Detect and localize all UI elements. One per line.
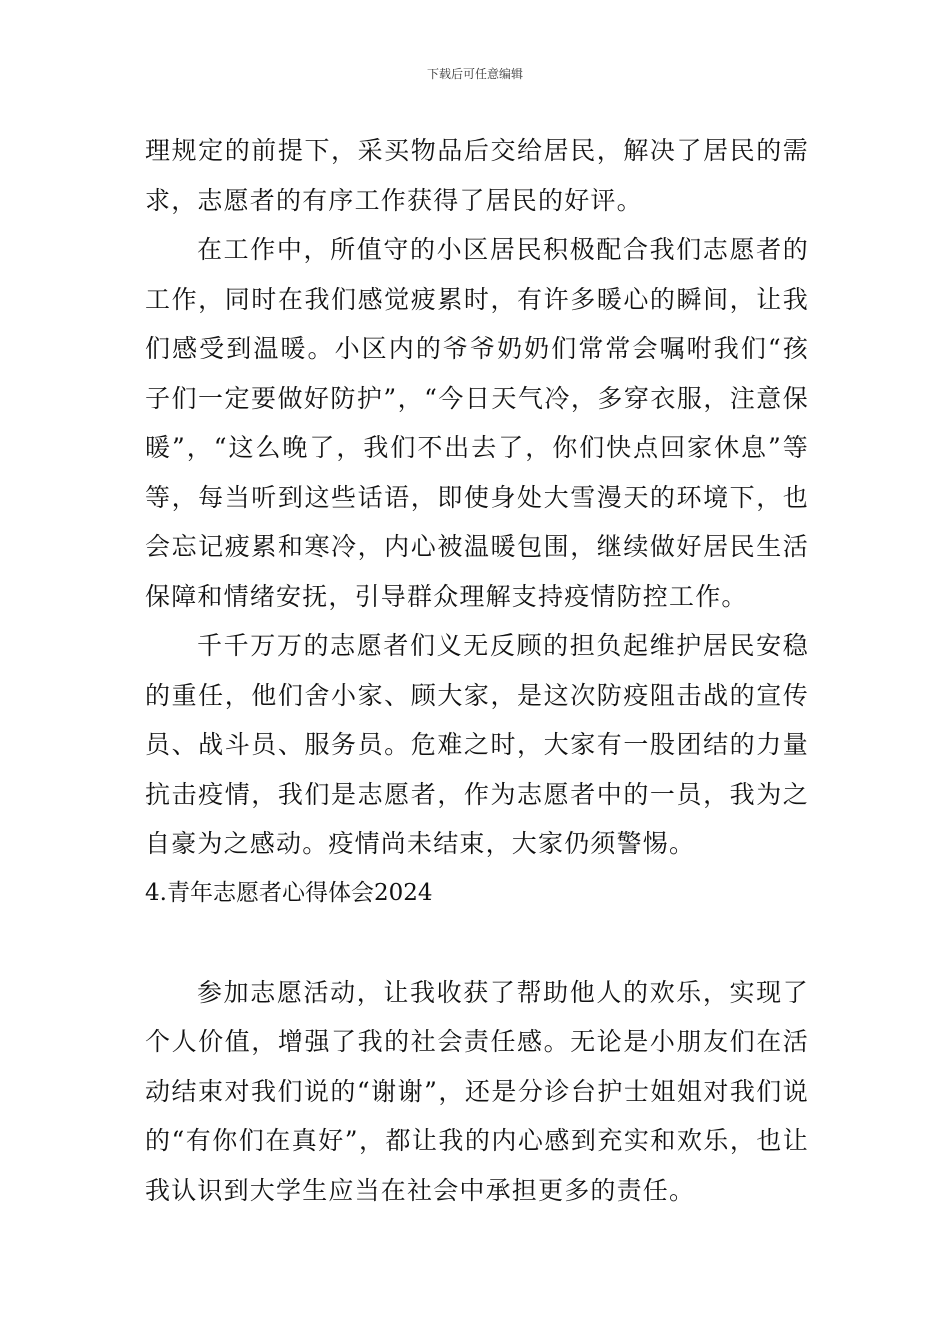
blank-line bbox=[145, 918, 809, 968]
paragraph: 在工作中，所值守的小区居民积极配合我们志愿者的工作，同时在我们感觉疲累时，有许多暖心的瞬间，让我们感受到温暖。小区内的爷爷奶奶们常常会嘱咐我们“孩子们一定要做好防护”，“今日天气冷，多穿衣服，注意保暖”，“这么晚了，我们不出去了，你们快点回家休息”等等，每当听到这些话语，即使身处大雪漫天的环境下，也会忘记疲累和寒冷，内心被温暖包围，继续做好居民生活保障和情绪安抚，引导群众理解支持疫情防控工作。 bbox=[145, 235, 809, 611]
paragraph: 千千万万的志愿者们义无反顾的担负起维护居民安稳的重任，他们舍小家、顾大家，是这次防疫阻击战的宣传员、战斗员、服务员。危难之时，大家有一股团结的力量抗击疫情，我们是志愿者，作为志愿者中的一员，我为之自豪为之感动。疫情尚未结束，大家仍须警惕。 bbox=[145, 631, 809, 858]
paragraph-continuation: 理规定的前提下，采买物品后交给居民，解决了居民的需求，志愿者的有序工作获得了居民的好评。 bbox=[145, 136, 809, 215]
paragraph: 参加志愿活动，让我收获了帮助他人的欢乐，实现了个人价值，增强了我的社会责任感。无论是小朋友们在活动结束对我们说的“谢谢”，还是分诊台护士姐姐对我们说的“有你们在真好”，都让我的内心感到充实和欢乐，也让我认识到大学生应当在社会中承担更多的责任。 bbox=[145, 977, 809, 1205]
document-body bbox=[145, 126, 809, 1215]
page-header: 下载后可任意编辑 bbox=[426, 67, 523, 81]
section-heading: 4.青年志愿者心得体会2024 bbox=[145, 879, 433, 906]
